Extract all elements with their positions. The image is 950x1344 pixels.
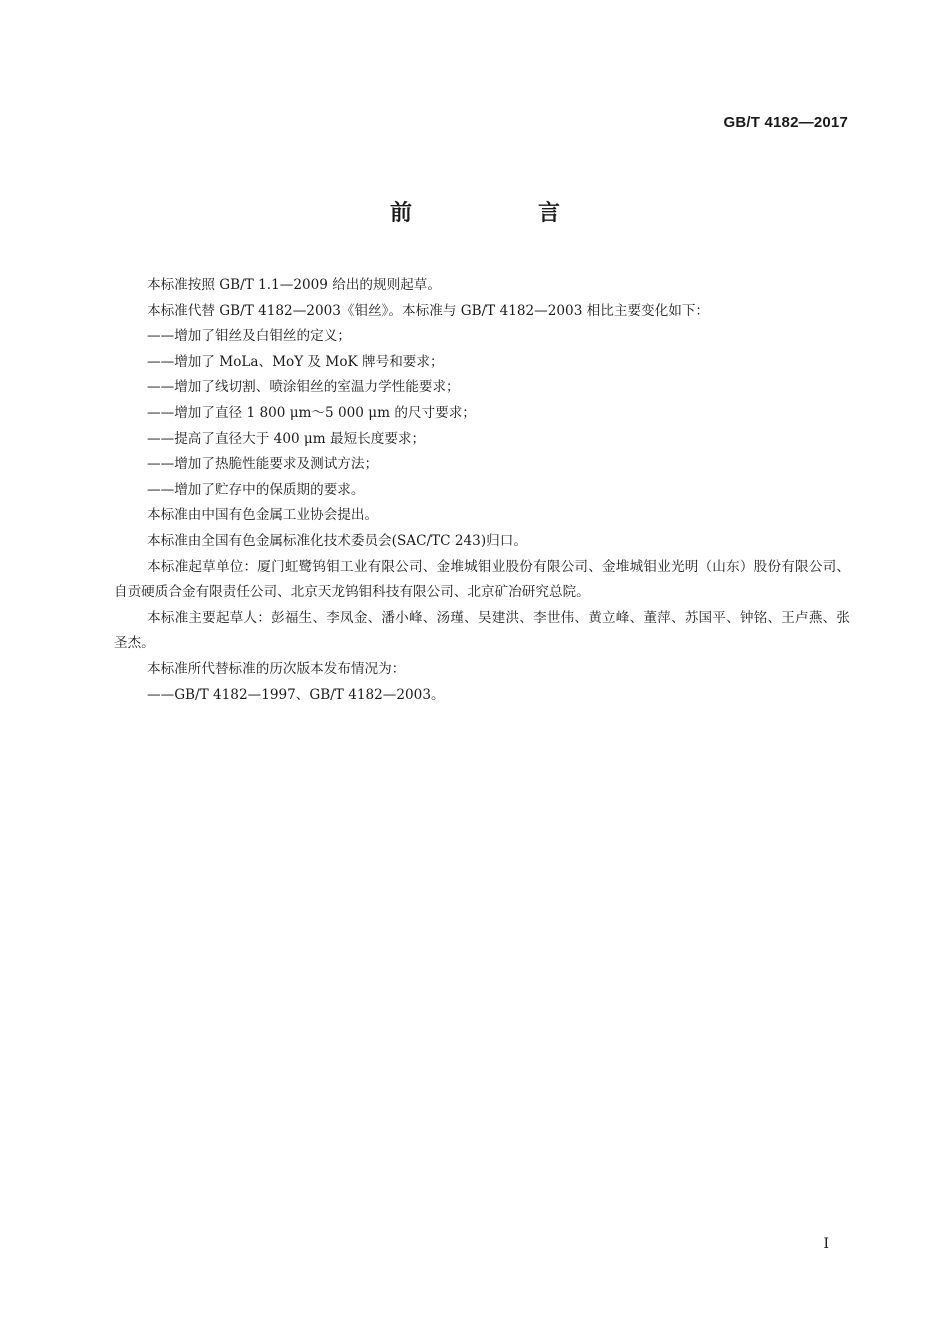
paragraph-drafters: 本标准主要起草人：彭福生、李凤金、潘小峰、汤瑾、吴建洪、李世伟、黄立峰、董萍、苏国平、钟铭、王卢燕、张圣杰。 — [114, 609, 850, 652]
change-item: ——增加了线切割、喷涂钼丝的室温力学性能要求； — [147, 379, 460, 396]
page-title: 前 言 — [389, 201, 612, 226]
change-item: ——增加了贮存中的保质期的要求。 — [147, 481, 365, 498]
foreword-body — [114, 273, 850, 708]
change-item: ——增加了 MoLa、MoY 及 MoK 牌号和要求； — [147, 353, 444, 370]
paragraph-history-intro: 本标准所代替标准的历次版本发布情况为： — [147, 660, 406, 677]
history-item: ——GB/T 4182—1997、GB/T 4182—2003。 — [147, 686, 445, 703]
paragraph-drafting-units: 本标准起草单位：厦门虹鹭钨钼工业有限公司、金堆城钼业股份有限公司、金堆城钼业光明（山东）股份有限公司、自贡硬质合金有限责任公司、北京天龙钨钼科技有限公司、北京矿冶研究总院。 — [114, 558, 850, 601]
change-item: ——提高了直径大于 400 μm 最短长度要求； — [147, 430, 426, 447]
change-item: ——增加了热脆性能要求及测试方法； — [147, 456, 379, 473]
paragraph-replaces: 本标准代替 GB/T 4182—2003《钼丝》。本标准与 GB/T 4182—2003 相比主要变化如下： — [147, 302, 710, 319]
paragraph-drafting-rules: 本标准按照 GB/T 1.1—2009 给出的规则起草。 — [147, 277, 441, 293]
paragraph-managed-by: 本标准由全国有色金属标准化技术委员会(SAC/TC 243)归口。 — [147, 532, 527, 549]
change-item: ——增加了直径 1 800 μm～5 000 μm 的尺寸要求； — [147, 404, 476, 421]
paragraph-proposed-by: 本标准由中国有色金属工业协会提出。 — [147, 507, 379, 524]
change-item: ——增加了钼丝及白钼丝的定义； — [147, 328, 351, 345]
standard-code: GB/T 4182—2017 — [723, 114, 848, 131]
page-number: I — [823, 1236, 829, 1252]
